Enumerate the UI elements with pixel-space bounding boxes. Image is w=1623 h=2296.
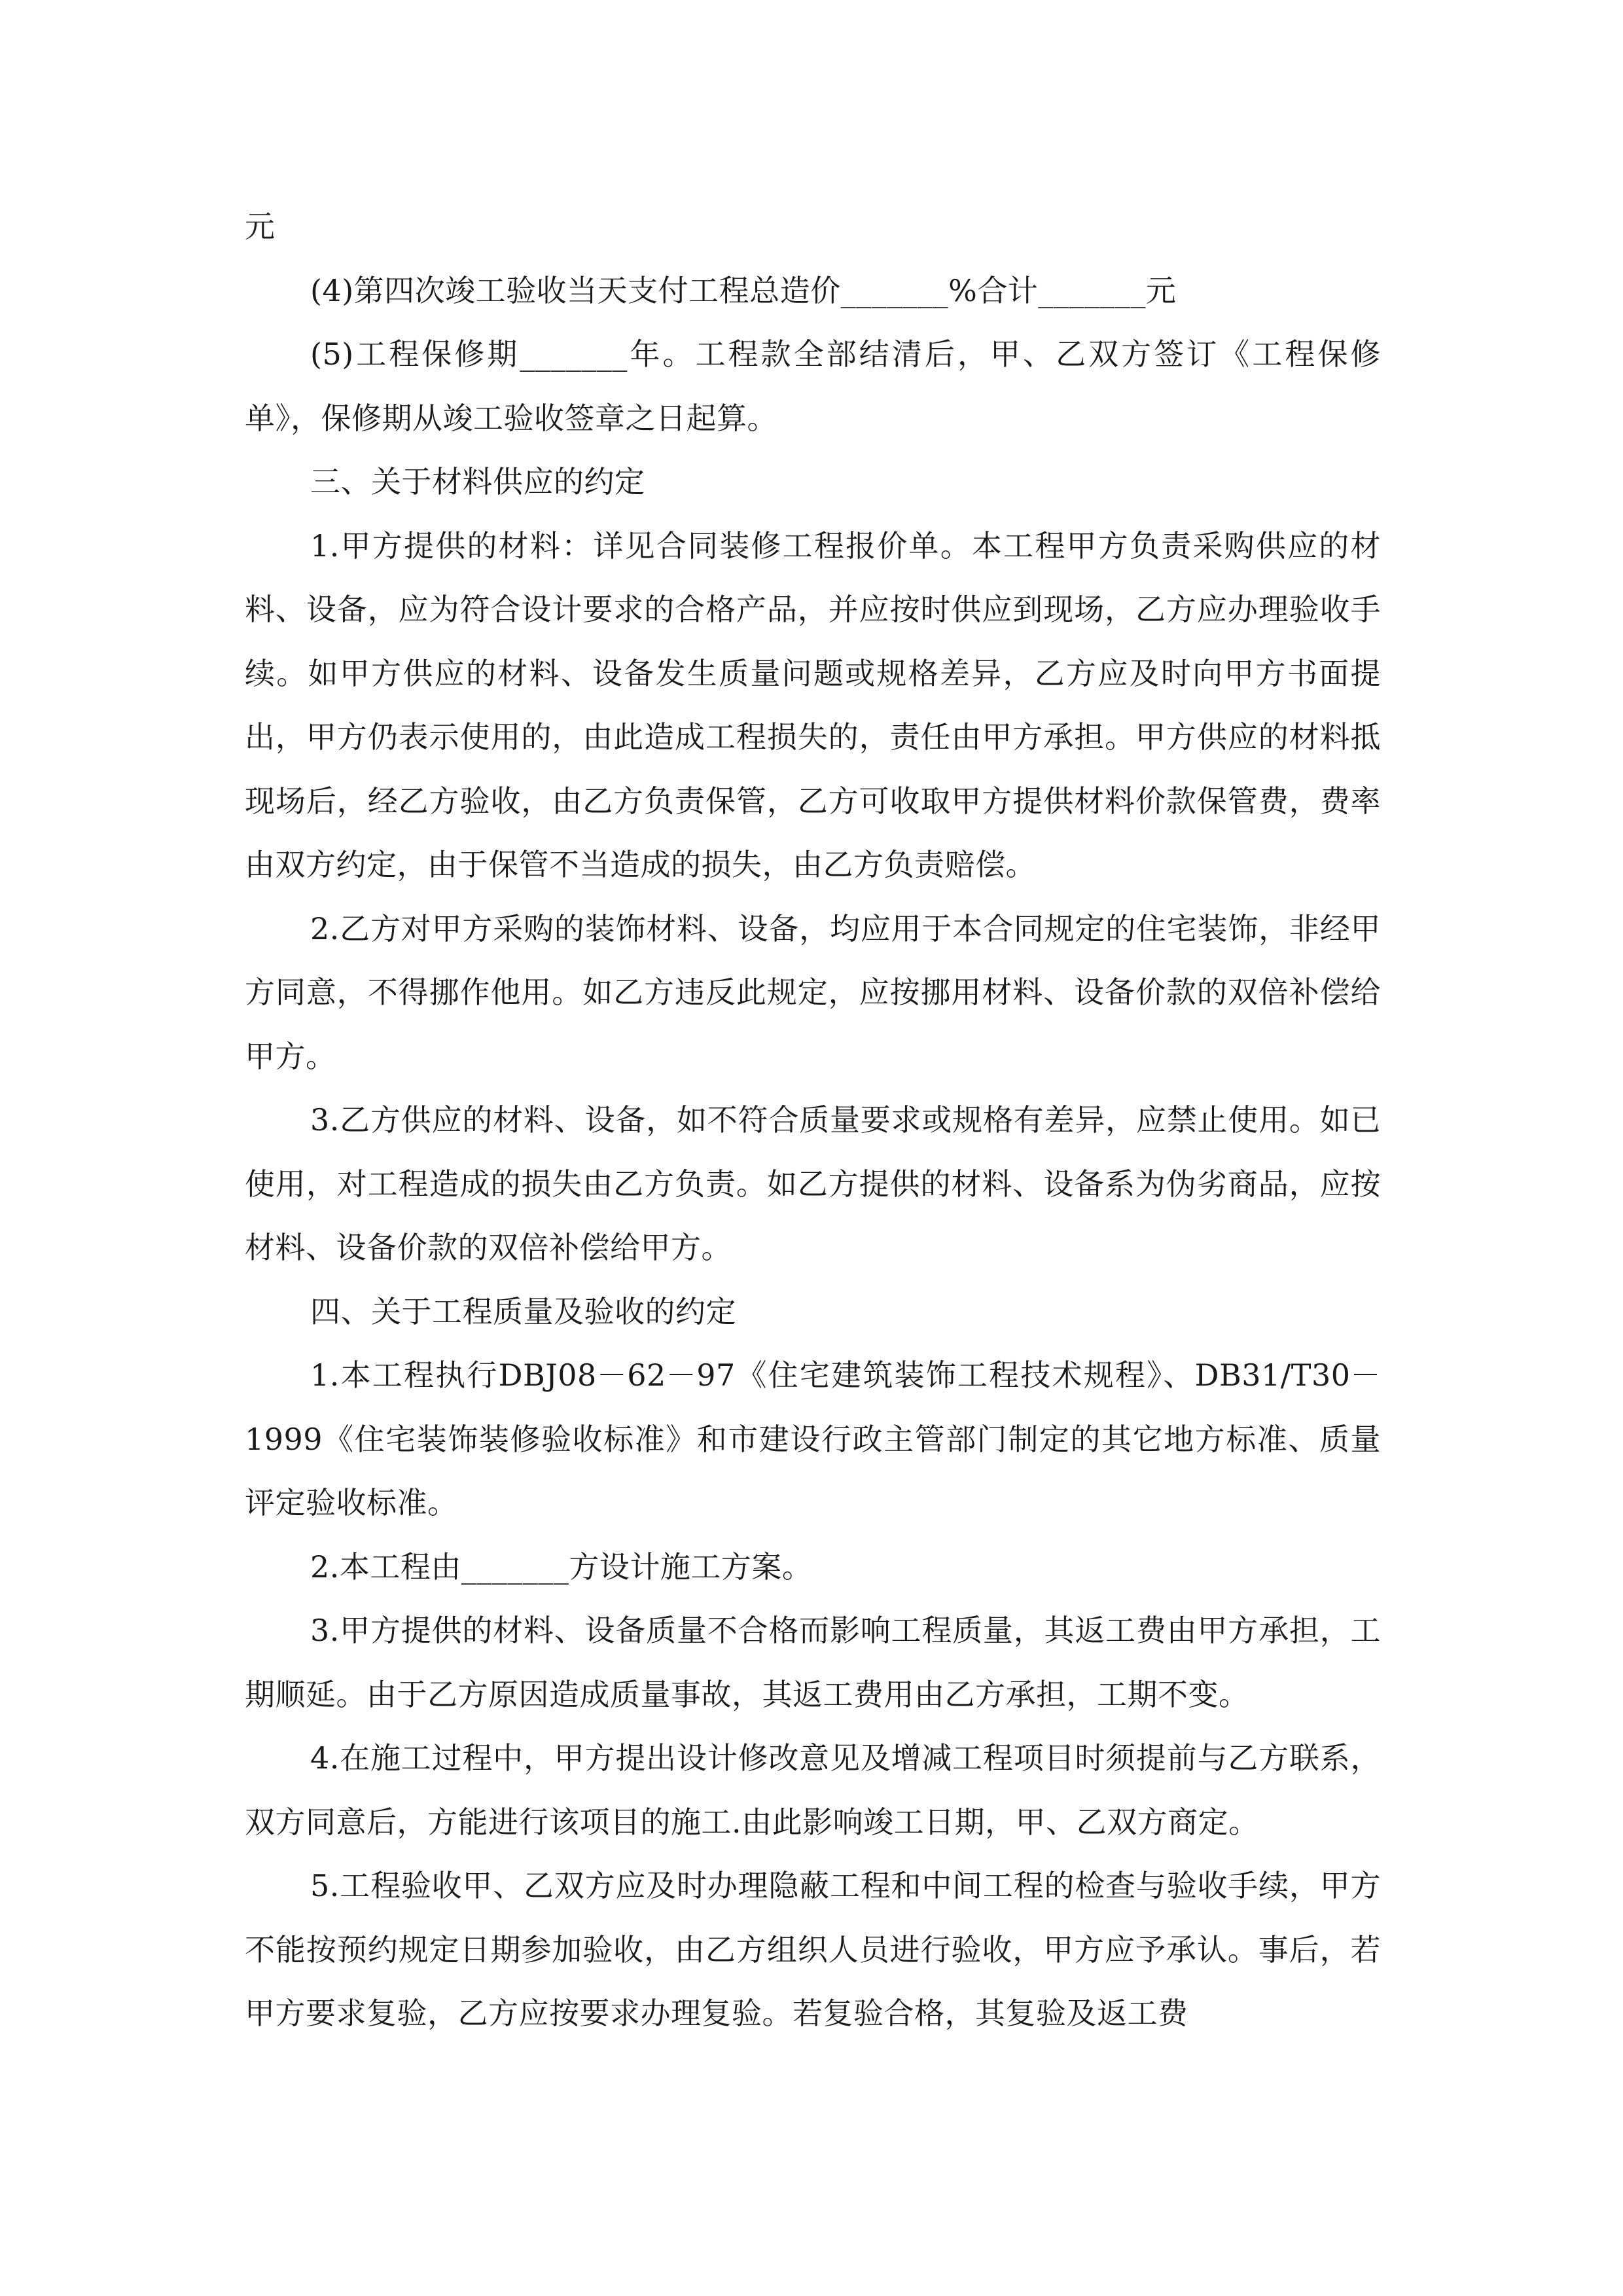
paragraph-materials-1: 1.甲方提供的材料：详见合同装修工程报价单。本工程甲方负责采购供应的材料、设备，应为符合设计要求的合格产品，并应按时供应到现场，乙方应办理验收手续。如甲方供应的材料、设备发生质量问题或规格差异，乙方应及时向甲方书面提出，甲方仍表示使用的，由此造成工程损失的，责任由甲方承担。甲方供应的材料抵现场后，经乙方验收，由乙方负责保管，乙方可收取甲方提供材料价款保管费，费率由双方约定，由于保管不当造成的损失，由乙方负责赔偿。 [245, 528, 1381, 882]
section-heading-materials: 三、关于材料供应的约定 [310, 464, 645, 499]
paragraph-quality-2: 2.本工程由_______方设计施工方案。 [310, 1549, 813, 1585]
paragraph-quality-3: 3.甲方提供的材料、设备质量不合格而影响工程质量，其返工费由甲方承担，工期顺延。由于乙方原因造成质量事故，其返工费用由乙方承担，工期不变。 [245, 1613, 1381, 1712]
paragraph-quality-5: 5.工程验收甲、乙双方应及时办理隐蔽工程和中间工程的检查与验收手续，甲方不能按预约规定日期参加验收，由乙方组织人员进行验收，甲方应予承认。事后，若甲方要求复验，乙方应按要求办理复验。若复验合格，其复验及返工费 [245, 1868, 1381, 2031]
paragraph-quality-1: 1.本工程执行DBJ08－62－97《住宅建筑装饰工程技术规程》、DB31/T30－1999《住宅装饰装修验收标准》和市建设行政主管部门制定的其它地方标准、质量评定验收标准。 [245, 1357, 1381, 1520]
paragraph-continuation: 元 [245, 209, 276, 244]
document-body [245, 195, 1381, 2046]
paragraph-warranty-5: (5)工程保修期_______年。工程款全部结清后，甲、乙双方签订《工程保修单》，保修期从竣工验收签章之日起算。 [245, 336, 1381, 436]
paragraph-quality-4: 4.在施工过程中，甲方提出设计修改意见及增减工程项目时须提前与乙方联系，双方同意后，方能进行该项目的施工.由此影响竣工日期，甲、乙双方商定。 [245, 1740, 1381, 1840]
paragraph-materials-3: 3.乙方供应的材料、设备，如不符合质量要求或规格有差异，应禁止使用。如已使用，对工程造成的损失由乙方负责。如乙方提供的材料、设备系为伪劣商品，应按材料、设备价款的双倍补偿给甲方。 [245, 1102, 1381, 1265]
paragraph-payment-4: (4)第四次竣工验收当天支付工程总造价_______%合计_______元 [310, 272, 1177, 308]
section-heading-quality: 四、关于工程质量及验收的约定 [310, 1293, 736, 1329]
paragraph-materials-2: 2.乙方对甲方采购的装饰材料、设备，均应用于本合同规定的住宅装饰，非经甲方同意，不得挪作他用。如乙方违反此规定，应按挪用材料、设备价款的双倍补偿给甲方。 [245, 910, 1381, 1074]
